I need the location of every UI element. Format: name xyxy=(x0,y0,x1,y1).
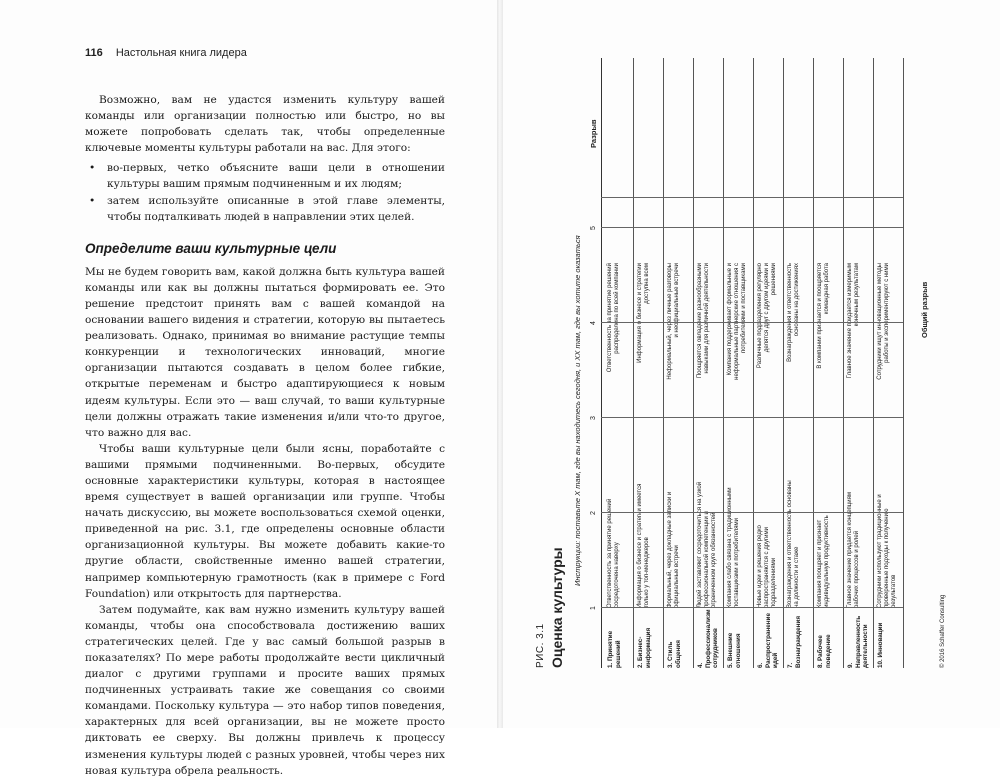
row-category: 6. Распространение идей xyxy=(757,613,779,668)
row-left-statement: Формальный, через докладные записки и официальные встречи xyxy=(667,491,681,608)
row-left-statement: Компания слабо связана с традиционными поставщиками и потребителями xyxy=(727,487,741,608)
body-text xyxy=(85,92,445,779)
scale-label-4: 4 xyxy=(590,321,597,325)
row-category: 9. Направленность деятельности xyxy=(847,615,869,668)
row-gap-cell xyxy=(605,63,629,198)
running-head xyxy=(85,47,247,59)
paragraph-2: Мы не будем говорить вам, какой должна быть культура вашей команды или как вы должны пытаться формировать ее. Это решение предстоит принять вам с вашей командой на основании вашего видения и стратегии, которую вы пытаетесь реализовать. Однако, принимая во внимание растущие темпы конкуренции и технологических инноваций, многие организации пытаются создавать в целом более гибкие, открытые переменам и быстро адаптирующиеся к новым идеям культуры. Если это — ваш случай, то ваши культурные цели должны отражать такие изменения и/или что-то другое, что важно для вас. xyxy=(85,265,445,439)
bullet-list xyxy=(85,160,445,224)
scale-label-1: 1 xyxy=(590,606,597,610)
row-gap-cell xyxy=(755,63,779,198)
row-right-statement: В компании признается и поощряется командная работа xyxy=(817,263,831,369)
table-row xyxy=(843,58,874,668)
row-category: 10. Инновации xyxy=(877,622,884,668)
scale-label-2: 2 xyxy=(590,511,597,515)
table-row xyxy=(813,58,844,668)
row-right-statement: Поощряется овладение разнообразными навыками для различной деятельности xyxy=(697,263,711,379)
table-row xyxy=(723,58,754,668)
row-right-statement: Вознаграждения и ответственность основаны на достижениях xyxy=(787,263,801,362)
table-row xyxy=(603,58,634,668)
row-right-statement: Сотрудники ищут инновационные методы работы и экспериментируют с ними xyxy=(877,263,891,380)
row-right-statement: Информация о бизнесе и стратегии доступна всем xyxy=(637,263,651,363)
total-gap-label: Общий разрыв xyxy=(920,281,929,338)
row-gap-cell xyxy=(845,63,869,198)
row-left-statement: Людей заставляют сосредоточиться на узкой профессиональной компетенции и ограниченном круге обязанностей xyxy=(697,481,718,608)
section-heading: Определите ваши культурные цели xyxy=(85,240,337,256)
row-gap-cell xyxy=(815,63,839,198)
table-row xyxy=(753,58,784,668)
row-gap-cell xyxy=(695,63,719,198)
scale-line xyxy=(601,322,903,323)
left-page xyxy=(0,0,497,777)
scale-line xyxy=(601,227,903,228)
row-gap-cell xyxy=(725,63,749,198)
row-right-statement: Главное значение придается измеримым конечным результатам xyxy=(847,263,861,379)
page-number: 116 xyxy=(85,47,103,59)
row-left-statement: Вознаграждения и ответственность основаны на должности и стаже xyxy=(787,480,801,608)
row-right-statement: Различные подразделения регулярно делятся друг с другом идеями и решениями xyxy=(757,263,778,369)
gap-column-line xyxy=(601,197,903,198)
row-gap-cell xyxy=(875,63,899,198)
bullet-item-2: • затем используйте описанные в этой главе элементы, чтобы подталкивать людей в направлении этих целей. xyxy=(85,193,445,225)
row-category: 4. Профессионализм сотрудников xyxy=(697,609,719,668)
row-left-statement: Ответственность за принятие решений сосредоточена наверху xyxy=(607,498,621,608)
row-category: 3. Стиль общения xyxy=(667,640,682,668)
scale-line xyxy=(601,607,903,608)
row-gap-cell xyxy=(665,63,689,198)
paragraph-4: Затем подумайте, как вам нужно изменить культуру вашей команды, чтобы она способствовала достижению ваших стратегических целей. Где у вас самый большой разрыв в показателях? По мере работы продолжайте вести цикличный диалог с другими группами и просите ваших прямых подчиненных устраивать такие же совещания со своими командами. Поскольку культура — это набор типов поведения, характерных для всей организации, вы не можете просто диктовать ее сверху. Вы должны привлечь к процессу изменения культуры людей с разных уровней, чтобы через них новая культура обрела реальность. xyxy=(85,603,445,777)
assessment-table xyxy=(587,58,946,668)
paragraph-1: Возможно, вам не удастся изменить культуру вашей команды или организации полностью или быстро, но вы можете попробовать сделать так, чтобы определенные ключевые моменты культуры работали на вас. Для этого: xyxy=(85,94,445,155)
culture-assessment-figure xyxy=(535,58,955,668)
row-category: 8. Рабочее поведение xyxy=(817,634,832,668)
table-row xyxy=(873,58,904,668)
row-left-statement: Сотрудники используют традиционные и проверенные подходы к получению результатов xyxy=(877,494,898,608)
table-row xyxy=(663,58,694,668)
row-right-statement: Ответственность за принятие решений распределена по всей компании xyxy=(607,263,621,373)
scale-line xyxy=(601,512,903,513)
row-category: 7. Вознаграждения xyxy=(787,615,802,668)
row-right-statement: Компания поддерживает формальные и неформальные партнерские отношения с потребителями и поставщиками xyxy=(727,263,748,380)
paragraph-3: Чтобы ваши культурные цели были ясны, поработайте с вашими прямыми подчиненными. Во-первых, обсудите основные характеристики культуры, которая в настоящее время существует в вашей организации или группе. Чтобы начать дискуссию, вы можете воспользоваться схемой оценки, приведенной на рис. 3.1, где определены основные области организационной культуры. Вы можете добавить какие-то другие области, свойственные именно вашей стратегии, например компьютерную грамотность (как в примере с Ford Foundation) или открытость для партнерства. xyxy=(85,442,445,600)
scale-label-3: 3 xyxy=(590,416,597,420)
book-title: Настольная книга лидера xyxy=(115,47,247,59)
bullet-item-1: • во-первых, четко объясните ваши цели в отношении культуры вашим прямым подчиненным и их людям; xyxy=(85,160,445,192)
row-gap-cell xyxy=(635,63,659,198)
table-row xyxy=(693,58,724,668)
copyright-note: © 2016 Schaffer Consulting xyxy=(940,594,946,668)
scale-line xyxy=(601,417,903,418)
table-row xyxy=(633,58,664,668)
row-category: 2. Бизнес-информация xyxy=(637,627,652,668)
row-left-statement: Главное значение придается концепциям рабочих процессов и ролей xyxy=(847,492,861,608)
figure-instructions: Инструкции: поставьте Х там, где вы находитесь сегодня, и ХХ там, где вы хотите оказаться xyxy=(573,235,582,586)
figure-label: РИС. 3.1 xyxy=(535,623,546,668)
row-gap-cell xyxy=(785,63,809,198)
row-left-statement: Информация о бизнесе и стратегии имеется только у топ-менеджеров xyxy=(637,483,651,608)
scale-label-5: 5 xyxy=(590,226,597,230)
row-category: 5. Внешние отношения xyxy=(727,632,742,668)
header-rule xyxy=(601,58,602,668)
table-row xyxy=(783,58,814,668)
row-left-statement: Компания поощряет и признает индивидуальную продуктивность xyxy=(817,515,831,608)
figure-title: Оценка культуры xyxy=(549,547,565,668)
row-left-statement: Новые идеи и решения редко распространяются с другими подразделениями xyxy=(757,525,778,608)
row-category: 1. Принятие решений xyxy=(607,630,622,668)
gap-header: Разрыв xyxy=(589,119,598,148)
row-right-statement: Неформальный, через личные разговоры и неофициальные встречи xyxy=(667,263,681,380)
